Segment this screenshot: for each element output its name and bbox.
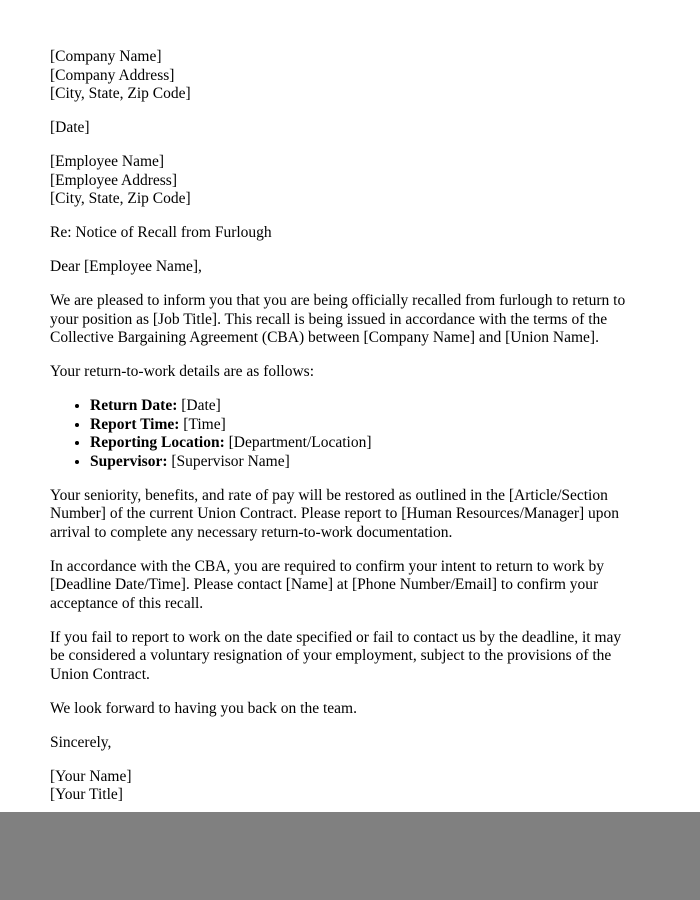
paragraph-confirm: In accordance with the CBA, you are required to confirm your intent to return to work by [Deadline Date/Time]. Please contact [Name] at [Phone Number/Email] to confirm your acceptance of this recall. (50, 557, 604, 612)
company-name: [Company Name] (50, 48, 162, 65)
report-time-value: [Time] (183, 415, 226, 433)
signature-name: [Your Name] (50, 767, 132, 785)
supervisor-value: [Supervisor Name] (171, 452, 290, 470)
report-time-label: Report Time: (90, 415, 180, 433)
return-details-list (50, 397, 627, 471)
paragraph-details-lead: Your return-to-work details are as follows: (50, 363, 315, 380)
employee-name: [Employee Name] (50, 153, 165, 170)
paragraph-closing-line: We look forward to having you back on the team. (50, 699, 357, 717)
signature-block (50, 768, 627, 805)
background-below-page (0, 812, 700, 900)
subject-line: Re: Notice of Recall from Furlough (50, 224, 272, 241)
list-item-report-time (90, 416, 627, 435)
company-address-block (50, 48, 627, 104)
reporting-location-value: [Department/Location] (228, 434, 372, 451)
supervisor-label: Supervisor: (90, 452, 168, 470)
employee-address: [Employee Address] (50, 171, 177, 189)
list-item-reporting-location (90, 434, 627, 453)
valediction: Sincerely, (50, 733, 112, 751)
reporting-location-label: Reporting Location: (90, 434, 225, 451)
employee-address-block (50, 153, 627, 209)
return-date-label: Return Date: (90, 397, 178, 414)
date-line: [Date] (50, 119, 90, 136)
company-city-state-zip: [City, State, Zip Code] (50, 85, 191, 102)
paragraph-failure: If you fail to report to work on the date specified or fail to contact us by the deadline, it may be considered a voluntary resignation of your employment, subject to the provisions of the Union Contract. (50, 628, 622, 683)
paragraph-intro: We are pleased to inform you that you are being officially recalled from furlough to return to your position as [Job Title]. This recall is being issued in accordance with the terms of the Collective Bargaining Agreement (CBA) between [Company Name] and [Union Name]. (50, 292, 626, 346)
return-date-value: [Date] (181, 397, 221, 414)
salutation: Dear [Employee Name], (50, 258, 202, 275)
signature-title: [Your Title] (50, 786, 123, 803)
list-item-supervisor (90, 453, 627, 472)
employee-city-state-zip: [City, State, Zip Code] (50, 190, 191, 207)
list-item-return-date (90, 397, 627, 416)
company-address: [Company Address] (50, 66, 175, 84)
paragraph-seniority: Your seniority, benefits, and rate of pay will be restored as outlined in the [Article/Section Number] of the current Union Contract. Please report to [Human Resources/Manager] upon arrival to complete any necessary return-to-work documentation. (50, 486, 620, 541)
